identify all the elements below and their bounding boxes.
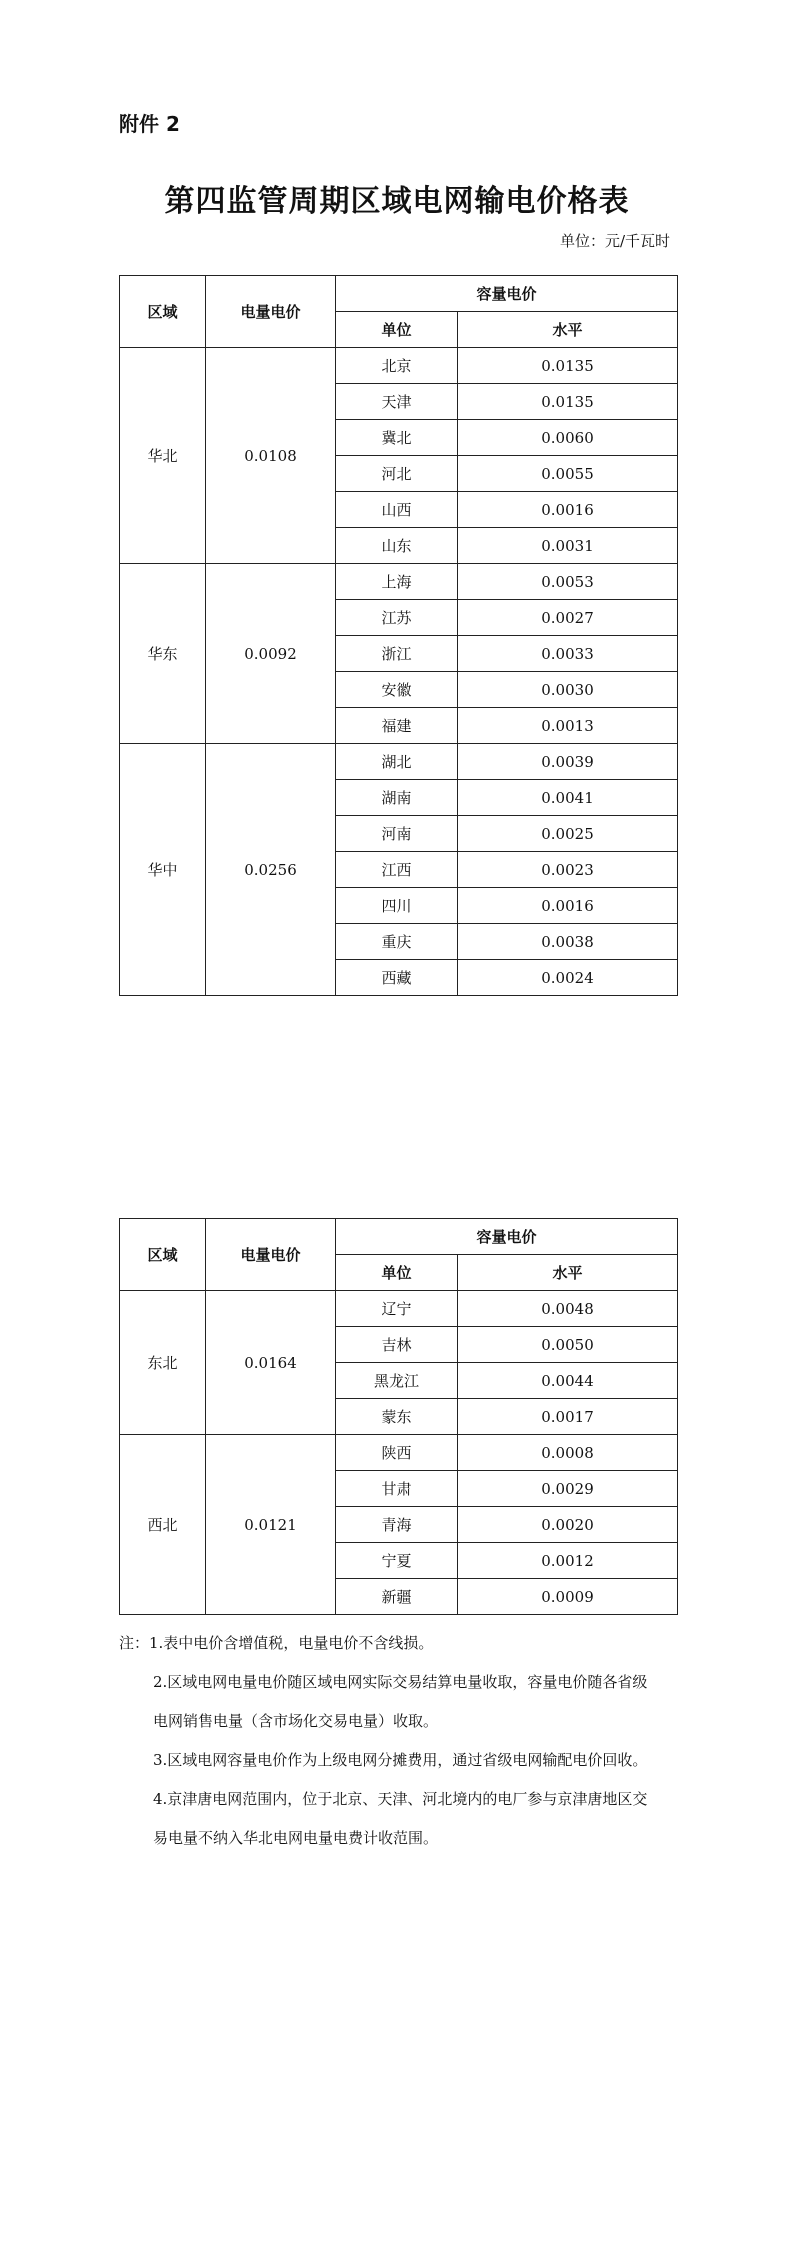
level-cell: 0.0013 (458, 708, 678, 744)
unit-cell: 四川 (336, 888, 458, 924)
level-cell: 0.0135 (458, 384, 678, 420)
unit-cell: 北京 (336, 348, 458, 384)
region-cell: 西北 (120, 1435, 206, 1615)
energy-price-cell: 0.0256 (206, 744, 336, 996)
level-cell: 0.0044 (458, 1363, 678, 1399)
header-level: 水平 (458, 1255, 678, 1291)
table-row (120, 564, 678, 600)
notes (119, 1624, 679, 1858)
energy-price-cell: 0.0121 (206, 1435, 336, 1615)
unit-cell: 西藏 (336, 960, 458, 996)
price-table-1 (119, 275, 678, 996)
level-cell: 0.0048 (458, 1291, 678, 1327)
header-region: 区域 (120, 1219, 206, 1291)
level-cell: 0.0017 (458, 1399, 678, 1435)
level-cell: 0.0024 (458, 960, 678, 996)
note-line: 2.区域电网电量电价随区域电网实际交易结算电量收取，容量电价随各省级 (153, 1673, 648, 1691)
level-cell: 0.0009 (458, 1579, 678, 1615)
level-cell: 0.0016 (458, 888, 678, 924)
energy-price-cell: 0.0108 (206, 348, 336, 564)
note-line: 4.京津唐电网范围内，位于北京、天津、河北境内的电厂参与京津唐地区交 (153, 1790, 648, 1808)
unit-cell: 天津 (336, 384, 458, 420)
level-cell: 0.0135 (458, 348, 678, 384)
level-cell: 0.0050 (458, 1327, 678, 1363)
region-cell: 华中 (120, 744, 206, 996)
note-line: 易电量不纳入华北电网电量电费计收范围。 (153, 1829, 439, 1847)
level-cell: 0.0060 (458, 420, 678, 456)
unit-cell: 江西 (336, 852, 458, 888)
note-line: 3.区域电网容量电价作为上级电网分摊费用，通过省级电网输配电价回收。 (153, 1751, 648, 1769)
level-cell: 0.0016 (458, 492, 678, 528)
price-table-2 (119, 1218, 678, 1615)
unit-cell: 福建 (336, 708, 458, 744)
unit-cell: 吉林 (336, 1327, 458, 1363)
level-cell: 0.0027 (458, 600, 678, 636)
header-unit: 单位 (336, 312, 458, 348)
level-cell: 0.0008 (458, 1435, 678, 1471)
unit-cell: 宁夏 (336, 1543, 458, 1579)
unit-cell: 冀北 (336, 420, 458, 456)
unit-cell: 黑龙江 (336, 1363, 458, 1399)
unit-cell: 河南 (336, 816, 458, 852)
table-row (120, 1435, 678, 1471)
level-cell: 0.0041 (458, 780, 678, 816)
level-cell: 0.0038 (458, 924, 678, 960)
page-title: 第四监管周期区域电网输电价格表 (164, 184, 630, 219)
energy-price-cell: 0.0164 (206, 1291, 336, 1435)
level-cell: 0.0025 (458, 816, 678, 852)
level-cell: 0.0012 (458, 1543, 678, 1579)
level-cell: 0.0055 (458, 456, 678, 492)
unit-cell: 蒙东 (336, 1399, 458, 1435)
table-row (120, 1291, 678, 1327)
unit-cell: 重庆 (336, 924, 458, 960)
unit-cell: 山西 (336, 492, 458, 528)
header-unit: 单位 (336, 1255, 458, 1291)
level-cell: 0.0030 (458, 672, 678, 708)
unit-cell: 安徽 (336, 672, 458, 708)
table-row (120, 348, 678, 384)
energy-price-cell: 0.0092 (206, 564, 336, 744)
level-cell: 0.0029 (458, 1471, 678, 1507)
attachment-label: 附件 2 (119, 112, 180, 136)
header-energy-price: 电量电价 (206, 1219, 336, 1291)
unit-cell: 辽宁 (336, 1291, 458, 1327)
region-cell: 华东 (120, 564, 206, 744)
level-cell: 0.0020 (458, 1507, 678, 1543)
region-cell: 华北 (120, 348, 206, 564)
unit-note: 单位：元/千瓦时 (559, 232, 670, 250)
table-body (120, 348, 678, 996)
level-cell: 0.0023 (458, 852, 678, 888)
level-cell: 0.0039 (458, 744, 678, 780)
unit-cell: 新疆 (336, 1579, 458, 1615)
header-region: 区域 (120, 276, 206, 348)
level-cell: 0.0033 (458, 636, 678, 672)
unit-cell: 青海 (336, 1507, 458, 1543)
table-body (120, 1291, 678, 1615)
note-line: 电网销售电量（含市场化交易电量）收取。 (153, 1712, 439, 1730)
unit-cell: 湖南 (336, 780, 458, 816)
region-cell: 东北 (120, 1291, 206, 1435)
header-level: 水平 (458, 312, 678, 348)
unit-cell: 上海 (336, 564, 458, 600)
unit-cell: 甘肃 (336, 1471, 458, 1507)
unit-cell: 浙江 (336, 636, 458, 672)
level-cell: 0.0031 (458, 528, 678, 564)
unit-cell: 陕西 (336, 1435, 458, 1471)
unit-cell: 山东 (336, 528, 458, 564)
header-energy-price: 电量电价 (206, 276, 336, 348)
header-capacity-price: 容量电价 (336, 1219, 678, 1255)
table-row (120, 744, 678, 780)
level-cell: 0.0053 (458, 564, 678, 600)
unit-cell: 湖北 (336, 744, 458, 780)
unit-cell: 江苏 (336, 600, 458, 636)
note-line: 注：1.表中电价含增值税，电量电价不含线损。 (119, 1634, 434, 1652)
header-capacity-price: 容量电价 (336, 276, 678, 312)
unit-cell: 河北 (336, 456, 458, 492)
